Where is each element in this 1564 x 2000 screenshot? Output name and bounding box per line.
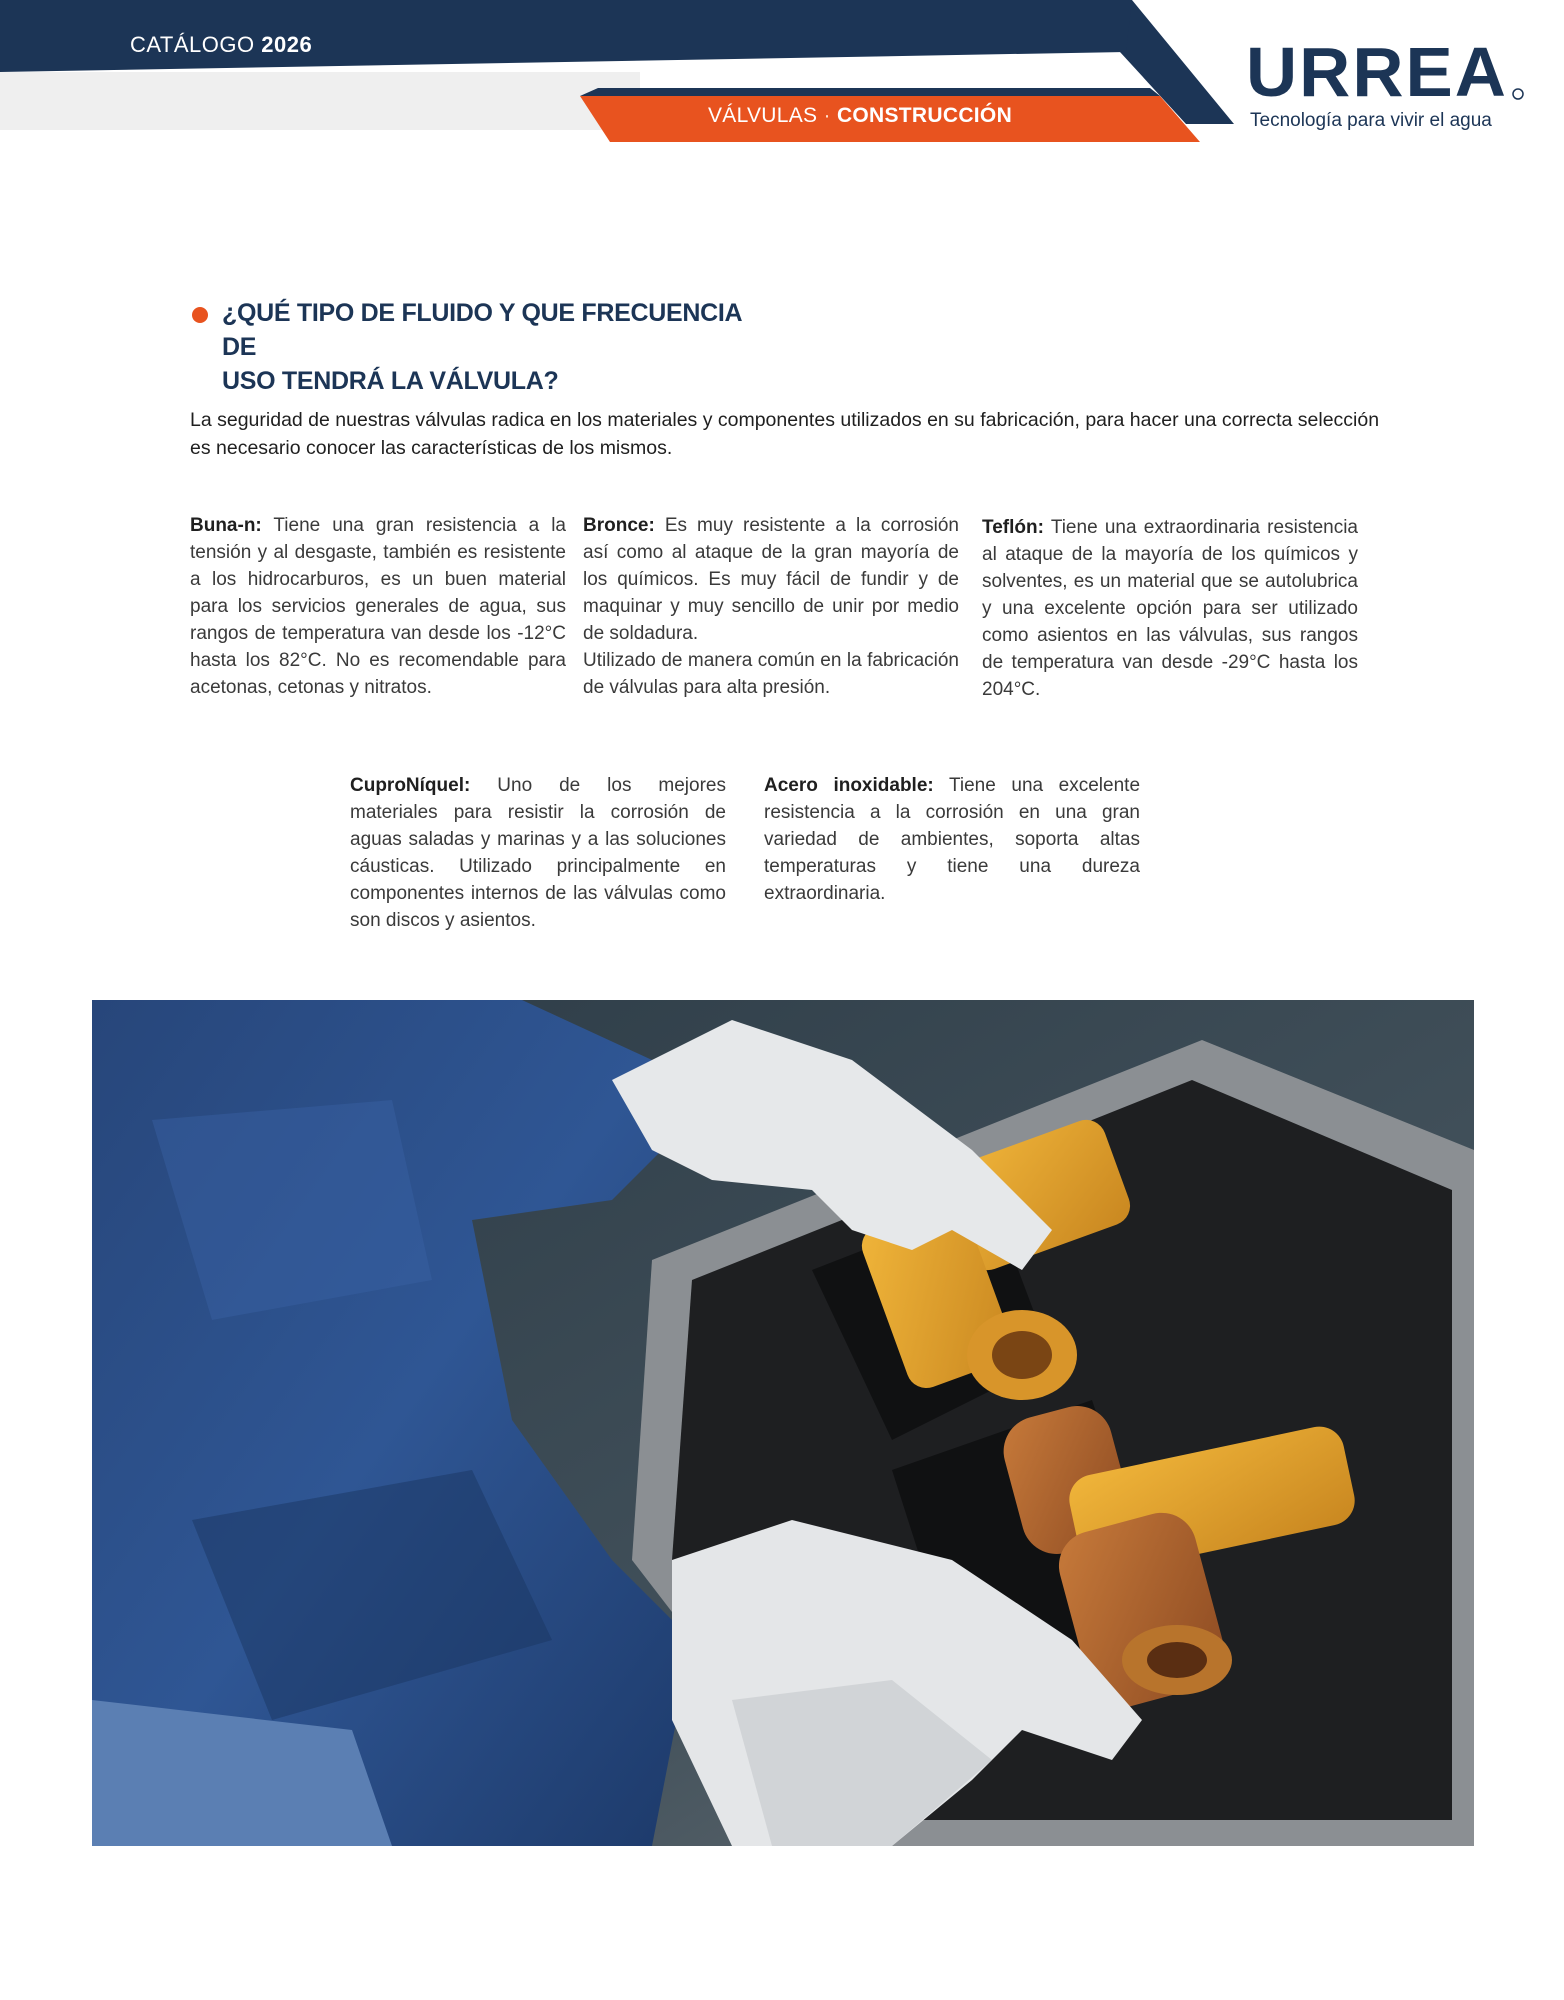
material-description-2: Utilizado de manera común en la fabricación de válvulas para alta presión. [583, 650, 959, 698]
section-name: CONSTRUCCIÓN [836, 104, 1013, 127]
section-heading [222, 296, 782, 398]
header-gray-band [0, 72, 640, 130]
material-bronce [583, 512, 959, 701]
material-name: Acero inoxidable: [764, 775, 934, 796]
material-description: Tiene una extraordinaria resistencia al ataque de la mayoría de los químicos y solventes, es un material que se autolubrica y una excelente opción para ser utilizado como asientos en las válvulas, sus rangos de temperatura van desde -29°C hasta los 204°C. [982, 517, 1358, 700]
material-name: Teflón: [982, 517, 1044, 538]
material-buna-n [190, 512, 566, 701]
section-separator: · [823, 104, 831, 127]
heading-line-2: USO TENDRÁ LA VÁLVULA? [222, 367, 559, 395]
urrea-logo [1246, 40, 1526, 108]
svg-text:URREA: URREA [1246, 40, 1508, 108]
section-category: VÁLVULAS [707, 104, 818, 127]
material-cupronickel [350, 772, 726, 934]
catalog-year: 2026 [261, 32, 313, 57]
material-name: Bronce: [583, 515, 655, 536]
orange-dot-icon [192, 307, 208, 323]
material-teflon [982, 514, 1358, 703]
heading-line-1: ¿QUÉ TIPO DE FLUIDO Y QUE FRECUENCIA DE [222, 299, 742, 361]
material-description: Es muy resistente a la corrosión así como al ataque de la gran mayoría de los químicos. Es muy fácil de fundir y de maquinar y muy sencillo de unir por medio de soldadura. [583, 515, 959, 644]
material-name: Buna-n: [190, 515, 262, 536]
worker-valves-photo [92, 1000, 1474, 1846]
intro-paragraph: La seguridad de nuestras válvulas radica en los materiales y componentes utilizados en su fabricación, para hacer una correcta selección es necesario conocer las características de los mismos. [190, 409, 1380, 459]
material-name: CuproNíquel: [350, 775, 471, 796]
material-description: Tiene una excelente resistencia a la corrosión en una gran variedad de ambientes, soporta altas temperaturas y tiene una dureza extraordinaria. [764, 775, 1141, 904]
material-description: Tiene una gran resistencia a la tensión y al desgaste, también es resistente a los hidrocarburos, es un buen material para los servicios generales de agua, sus rangos de temperatura van desde los -12°C hasta los 82°C. No es recomendable para acetonas, cetonas y nitratos. [190, 515, 566, 698]
material-description: Uno de los mejores materiales para resistir la corrosión de aguas saladas y marinas y a las soluciones cáusticas. Utilizado principalmente en componentes internos de las válvulas como son discos y asientos. [350, 775, 726, 931]
section-label [600, 104, 1120, 128]
header-navy-shadow [580, 88, 1160, 96]
brand-tagline: Tecnología para vivir el agua [1250, 110, 1492, 131]
catalog-label [130, 32, 312, 58]
material-stainless-steel [764, 772, 1140, 907]
catalog-prefix: CATÁLOGO [130, 32, 255, 57]
